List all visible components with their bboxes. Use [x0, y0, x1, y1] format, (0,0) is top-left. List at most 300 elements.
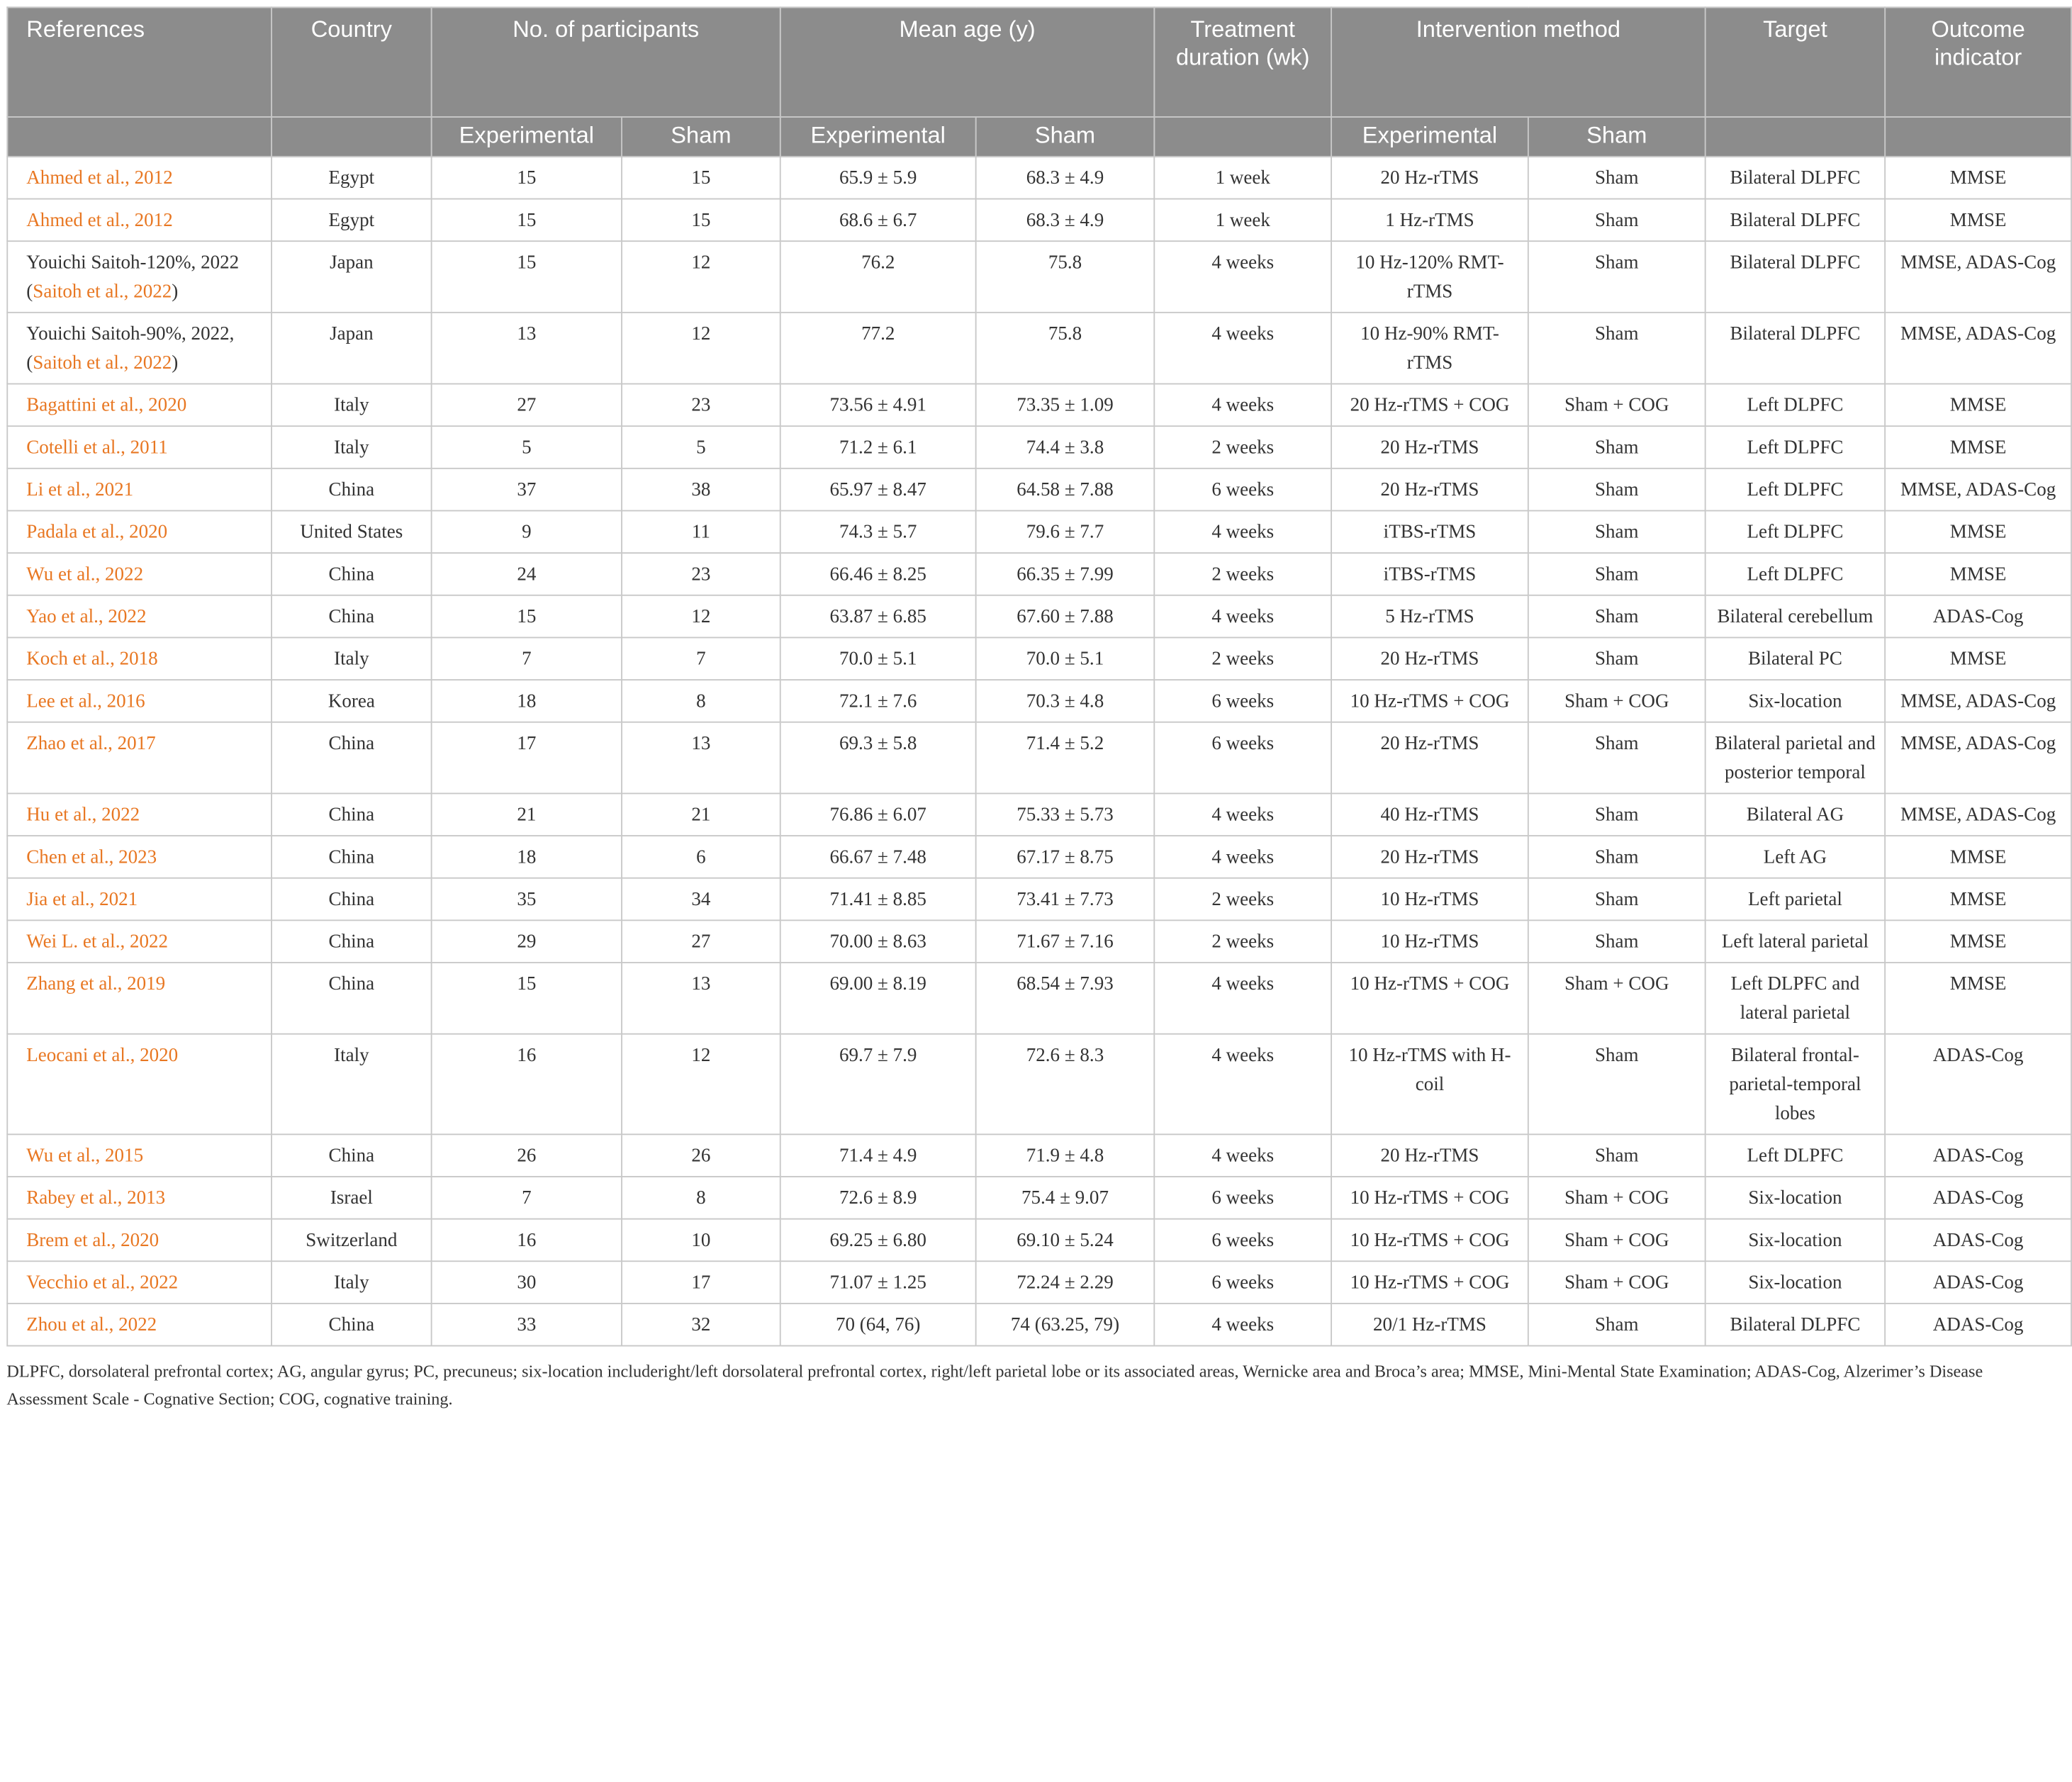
- reference-link[interactable]: Wu et al., 2022: [26, 564, 144, 585]
- reference-cell: [7, 793, 271, 836]
- reference-cell: [7, 384, 271, 427]
- participants-experimental-cell: 33: [432, 1304, 622, 1346]
- reference-cell: [7, 920, 271, 963]
- table-row: [7, 1219, 2071, 1262]
- intervention-experimental-cell: 10 Hz-rTMS: [1331, 878, 1528, 921]
- country-cell: Italy: [271, 637, 432, 680]
- table-row: [7, 722, 2071, 794]
- age-experimental-cell: 69.3 ± 5.8: [780, 722, 976, 794]
- age-sham-cell: 64.58 ± 7.88: [976, 469, 1155, 511]
- intervention-sham-cell: Sham: [1528, 157, 1706, 199]
- age-sham-cell: 71.4 ± 5.2: [976, 722, 1155, 794]
- intervention-sham-cell: Sham: [1528, 793, 1706, 836]
- participants-sham-cell: 12: [622, 241, 780, 313]
- age-experimental-cell: 72.6 ± 8.9: [780, 1177, 976, 1219]
- intervention-sham-cell: Sham: [1528, 199, 1706, 242]
- duration-cell: 4 weeks: [1154, 1304, 1331, 1346]
- participants-sham-cell: 26: [622, 1134, 780, 1177]
- participants-experimental-cell: 15: [432, 241, 622, 313]
- duration-cell: 4 weeks: [1154, 1034, 1331, 1135]
- country-cell: China: [271, 722, 432, 794]
- participants-sham-cell: 23: [622, 553, 780, 595]
- reference-link[interactable]: Wu et al., 2015: [26, 1145, 144, 1167]
- intervention-sham-cell: Sham: [1528, 836, 1706, 878]
- participants-sham-cell: 27: [622, 920, 780, 963]
- participants-experimental-cell: 15: [432, 963, 622, 1034]
- table-row: [7, 241, 2071, 313]
- header-target: Target: [1706, 7, 1886, 117]
- reference-cell: [7, 469, 271, 511]
- age-experimental-cell: 66.67 ± 7.48: [780, 836, 976, 878]
- reference-link[interactable]: Cotelli et al., 2011: [26, 437, 168, 459]
- intervention-sham-cell: Sham: [1528, 722, 1706, 794]
- country-cell: China: [271, 469, 432, 511]
- participants-sham-cell: 34: [622, 878, 780, 921]
- header-participants: No. of participants: [432, 7, 780, 117]
- intervention-sham-cell: Sham + COG: [1528, 963, 1706, 1034]
- intervention-sham-cell: Sham: [1528, 1304, 1706, 1346]
- reference-cell: [7, 963, 271, 1034]
- outcome-cell: MMSE: [1885, 920, 2071, 963]
- age-experimental-cell: 74.3 ± 5.7: [780, 510, 976, 553]
- age-sham-cell: 67.60 ± 7.88: [976, 595, 1155, 638]
- reference-cell: [7, 637, 271, 680]
- target-cell: Bilateral DLPFC: [1706, 1304, 1886, 1346]
- reference-cell: [7, 1134, 271, 1177]
- participants-sham-cell: 13: [622, 963, 780, 1034]
- country-cell: Italy: [271, 384, 432, 427]
- country-cell: Switzerland: [271, 1219, 432, 1262]
- participants-experimental-cell: 15: [432, 157, 622, 199]
- table-row: [7, 1177, 2071, 1219]
- participants-sham-cell: 10: [622, 1219, 780, 1262]
- table-footnote: DLPFC, dorsolateral prefrontal cortex; AG, angular gyrus; PC, precuneus; six-location includeright/left dorsolateral prefrontal cortex, right/left parietal lobe or its associated areas, Wernicke area and Broca’s area; MMSE, Mini-Mental State Examination; ADAS-Cog, Alzerimer’s Disease Assessment Scale - Cognative Section; COG, cognative training.: [6, 1361, 1983, 1409]
- reference-link[interactable]: Yao et al., 2022: [26, 606, 147, 628]
- participants-sham-cell: 12: [622, 313, 780, 384]
- age-sham-cell: 73.41 ± 7.73: [976, 878, 1155, 921]
- age-experimental-cell: 70 (64, 76): [780, 1304, 976, 1346]
- country-cell: Korea: [271, 680, 432, 722]
- country-cell: Italy: [271, 1261, 432, 1304]
- country-cell: Italy: [271, 426, 432, 469]
- intervention-sham-cell: Sham: [1528, 469, 1706, 511]
- target-cell: Left DLPFC: [1706, 1134, 1886, 1177]
- reference-link[interactable]: Zhao et al., 2017: [26, 733, 156, 755]
- participants-experimental-cell: 24: [432, 553, 622, 595]
- participants-experimental-cell: 27: [432, 384, 622, 427]
- reference-cell: [7, 1034, 271, 1135]
- intervention-experimental-cell: 20 Hz-rTMS: [1331, 469, 1528, 511]
- outcome-cell: MMSE: [1885, 963, 2071, 1034]
- age-experimental-cell: 71.2 ± 6.1: [780, 426, 976, 469]
- intervention-experimental-cell: 20 Hz-rTMS: [1331, 426, 1528, 469]
- age-experimental-cell: 65.9 ± 5.9: [780, 157, 976, 199]
- table-body: [7, 157, 2071, 1346]
- intervention-experimental-cell: 10 Hz-rTMS + COG: [1331, 1177, 1528, 1219]
- country-cell: China: [271, 553, 432, 595]
- intervention-sham-cell: Sham: [1528, 510, 1706, 553]
- age-sham-cell: 68.3 ± 4.9: [976, 199, 1155, 242]
- participants-experimental-cell: 15: [432, 595, 622, 638]
- reference-link[interactable]: Hu et al., 2022: [26, 805, 140, 826]
- intervention-sham-cell: Sham: [1528, 637, 1706, 680]
- participants-experimental-cell: 18: [432, 836, 622, 878]
- participants-experimental-cell: 30: [432, 1261, 622, 1304]
- reference-cell: [7, 595, 271, 638]
- age-experimental-cell: 69.00 ± 8.19: [780, 963, 976, 1034]
- participants-experimental-cell: 17: [432, 722, 622, 794]
- reference-link[interactable]: Li et al., 2021: [26, 479, 134, 501]
- header-row-sub: [7, 117, 2071, 157]
- table-row: [7, 469, 2071, 511]
- duration-cell: 4 weeks: [1154, 1134, 1331, 1177]
- intervention-sham-cell: Sham: [1528, 878, 1706, 921]
- intervention-sham-cell: Sham: [1528, 241, 1706, 313]
- reference-link[interactable]: Leocani et al., 2020: [26, 1045, 179, 1067]
- age-sham-cell: 69.10 ± 5.24: [976, 1219, 1155, 1262]
- table-row: [7, 836, 2071, 878]
- duration-cell: 1 week: [1154, 199, 1331, 242]
- reference-link[interactable]: Zhou et al., 2022: [26, 1314, 157, 1336]
- participants-sham-cell: 38: [622, 469, 780, 511]
- intervention-experimental-cell: 10 Hz-90% RMT-rTMS: [1331, 313, 1528, 384]
- outcome-cell: MMSE: [1885, 637, 2071, 680]
- participants-sham-cell: 8: [622, 1177, 780, 1219]
- reference-cell: [7, 878, 271, 921]
- duration-cell: 4 weeks: [1154, 384, 1331, 427]
- table-row: [7, 510, 2071, 553]
- header-mean-age: Mean age (y): [780, 7, 1155, 117]
- table-row: [7, 1261, 2071, 1304]
- country-cell: China: [271, 1134, 432, 1177]
- subheader-participants-sham: Sham: [622, 117, 780, 157]
- country-cell: Japan: [271, 241, 432, 313]
- age-sham-cell: 67.17 ± 8.75: [976, 836, 1155, 878]
- age-sham-cell: 75.33 ± 5.73: [976, 793, 1155, 836]
- intervention-sham-cell: Sham: [1528, 1034, 1706, 1135]
- table-row: [7, 1134, 2071, 1177]
- table-row: [7, 553, 2071, 595]
- outcome-cell: MMSE, ADAS-Cog: [1885, 241, 2071, 313]
- reference-link[interactable]: Wei L. et al., 2022: [26, 931, 169, 953]
- target-cell: Six-location: [1706, 1219, 1886, 1262]
- age-sham-cell: 72.24 ± 2.29: [976, 1261, 1155, 1304]
- target-cell: Six-location: [1706, 1261, 1886, 1304]
- reference-cell: [7, 1219, 271, 1262]
- age-experimental-cell: 70.00 ± 8.63: [780, 920, 976, 963]
- target-cell: Six-location: [1706, 1177, 1886, 1219]
- reference-cell: [7, 1261, 271, 1304]
- header-row-main: [7, 7, 2071, 117]
- participants-sham-cell: 15: [622, 199, 780, 242]
- table-row: [7, 963, 2071, 1034]
- country-cell: China: [271, 595, 432, 638]
- subheader-age-experimental: Experimental: [780, 117, 976, 157]
- reference-cell: [7, 157, 271, 199]
- intervention-sham-cell: Sham: [1528, 1134, 1706, 1177]
- country-cell: China: [271, 878, 432, 921]
- participants-sham-cell: 11: [622, 510, 780, 553]
- target-cell: Bilateral frontal-parietal-temporal lobes: [1706, 1034, 1886, 1135]
- duration-cell: 2 weeks: [1154, 637, 1331, 680]
- reference-cell: [7, 426, 271, 469]
- outcome-cell: MMSE, ADAS-Cog: [1885, 722, 2071, 794]
- reference-link[interactable]: Bagattini et al., 2020: [26, 395, 187, 417]
- outcome-cell: MMSE: [1885, 384, 2071, 427]
- intervention-experimental-cell: 20 Hz-rTMS: [1331, 157, 1528, 199]
- reference-link[interactable]: Vecchio et al., 2022: [26, 1272, 179, 1294]
- duration-cell: 6 weeks: [1154, 1261, 1331, 1304]
- intervention-sham-cell: Sham + COG: [1528, 680, 1706, 722]
- intervention-experimental-cell: 20 Hz-rTMS: [1331, 722, 1528, 794]
- reference-link[interactable]: Chen et al., 2023: [26, 846, 157, 868]
- age-sham-cell: 68.54 ± 7.93: [976, 963, 1155, 1034]
- outcome-cell: ADAS-Cog: [1885, 1177, 2071, 1219]
- outcome-cell: MMSE: [1885, 553, 2071, 595]
- intervention-sham-cell: Sham + COG: [1528, 1177, 1706, 1219]
- reference-link[interactable]: Ahmed et al., 2012: [26, 167, 173, 189]
- subheader-empty: [1706, 117, 1886, 157]
- age-experimental-cell: 69.7 ± 7.9: [780, 1034, 976, 1135]
- outcome-cell: ADAS-Cog: [1885, 1219, 2071, 1262]
- participants-experimental-cell: 26: [432, 1134, 622, 1177]
- age-experimental-cell: 66.46 ± 8.25: [780, 553, 976, 595]
- duration-cell: 6 weeks: [1154, 680, 1331, 722]
- target-cell: Left parietal: [1706, 878, 1886, 921]
- table-row: [7, 313, 2071, 384]
- intervention-experimental-cell: 10 Hz-120% RMT-rTMS: [1331, 241, 1528, 313]
- age-experimental-cell: 71.4 ± 4.9: [780, 1134, 976, 1177]
- intervention-sham-cell: Sham: [1528, 920, 1706, 963]
- duration-cell: 6 weeks: [1154, 469, 1331, 511]
- reference-link[interactable]: Padala et al., 2020: [26, 522, 168, 544]
- intervention-experimental-cell: 10 Hz-rTMS + COG: [1331, 963, 1528, 1034]
- participants-experimental-cell: 16: [432, 1034, 622, 1135]
- outcome-cell: ADAS-Cog: [1885, 1134, 2071, 1177]
- age-experimental-cell: 70.0 ± 5.1: [780, 637, 976, 680]
- participants-experimental-cell: 9: [432, 510, 622, 553]
- reference-link[interactable]: Koch et al., 2018: [26, 649, 158, 671]
- intervention-experimental-cell: 1 Hz-rTMS: [1331, 199, 1528, 242]
- subheader-intervention-experimental: Experimental: [1331, 117, 1528, 157]
- duration-cell: 6 weeks: [1154, 1219, 1331, 1262]
- age-experimental-cell: 63.87 ± 6.85: [780, 595, 976, 638]
- age-experimental-cell: 69.25 ± 6.80: [780, 1219, 976, 1262]
- outcome-cell: MMSE: [1885, 510, 2071, 553]
- reference-cell: [7, 680, 271, 722]
- outcome-cell: ADAS-Cog: [1885, 1304, 2071, 1346]
- reference-cell: [7, 553, 271, 595]
- header-duration: Treatment duration (wk): [1154, 7, 1331, 117]
- participants-experimental-cell: 29: [432, 920, 622, 963]
- intervention-experimental-cell: 20 Hz-rTMS: [1331, 1134, 1528, 1177]
- participants-experimental-cell: 21: [432, 793, 622, 836]
- intervention-experimental-cell: 10 Hz-rTMS with H-coil: [1331, 1034, 1528, 1135]
- reference-link[interactable]: Saitoh et al., 2022: [33, 352, 172, 374]
- country-cell: United States: [271, 510, 432, 553]
- duration-cell: 2 weeks: [1154, 920, 1331, 963]
- intervention-experimental-cell: 5 Hz-rTMS: [1331, 595, 1528, 638]
- table-row: [7, 637, 2071, 680]
- table-row: [7, 680, 2071, 722]
- reference-text: Youichi Saitoh-120%, 2022: [26, 252, 240, 274]
- target-cell: Left DLPFC and lateral parietal: [1706, 963, 1886, 1034]
- target-cell: Bilateral DLPFC: [1706, 157, 1886, 199]
- outcome-cell: MMSE, ADAS-Cog: [1885, 793, 2071, 836]
- subheader-empty: [1154, 117, 1331, 157]
- participants-experimental-cell: 16: [432, 1219, 622, 1262]
- reference-text: Youichi Saitoh-90%, 2022,: [26, 323, 235, 345]
- participants-experimental-cell: 7: [432, 637, 622, 680]
- target-cell: Bilateral PC: [1706, 637, 1886, 680]
- age-sham-cell: 74 (63.25, 79): [976, 1304, 1155, 1346]
- reference-cell: [7, 836, 271, 878]
- outcome-cell: ADAS-Cog: [1885, 595, 2071, 638]
- reference-cell: [7, 241, 271, 313]
- duration-cell: 2 weeks: [1154, 878, 1331, 921]
- intervention-experimental-cell: 20 Hz-rTMS + COG: [1331, 384, 1528, 427]
- reference-cell: [7, 1177, 271, 1219]
- table-row: [7, 157, 2071, 199]
- duration-cell: 4 weeks: [1154, 510, 1331, 553]
- studies-table: [6, 6, 2072, 1346]
- table-row: [7, 426, 2071, 469]
- age-sham-cell: 71.67 ± 7.16: [976, 920, 1155, 963]
- age-sham-cell: 75.4 ± 9.07: [976, 1177, 1155, 1219]
- age-sham-cell: 70.3 ± 4.8: [976, 680, 1155, 722]
- age-experimental-cell: 76.2: [780, 241, 976, 313]
- target-cell: Bilateral parietal and posterior temporal: [1706, 722, 1886, 794]
- duration-cell: 4 weeks: [1154, 963, 1331, 1034]
- target-cell: Bilateral AG: [1706, 793, 1886, 836]
- participants-experimental-cell: 37: [432, 469, 622, 511]
- duration-cell: 2 weeks: [1154, 553, 1331, 595]
- participants-sham-cell: 23: [622, 384, 780, 427]
- participants-sham-cell: 15: [622, 157, 780, 199]
- header-outcome: Outcome indicator: [1885, 7, 2071, 117]
- target-cell: Left DLPFC: [1706, 426, 1886, 469]
- age-sham-cell: 68.3 ± 4.9: [976, 157, 1155, 199]
- duration-cell: 1 week: [1154, 157, 1331, 199]
- intervention-experimental-cell: 10 Hz-rTMS: [1331, 920, 1528, 963]
- reference-link[interactable]: Rabey et al., 2013: [26, 1187, 166, 1209]
- subheader-empty: [7, 117, 271, 157]
- age-sham-cell: 73.35 ± 1.09: [976, 384, 1155, 427]
- age-experimental-cell: 72.1 ± 7.6: [780, 680, 976, 722]
- outcome-cell: MMSE, ADAS-Cog: [1885, 313, 2071, 384]
- target-cell: Left AG: [1706, 836, 1886, 878]
- age-sham-cell: 72.6 ± 8.3: [976, 1034, 1155, 1135]
- duration-cell: 6 weeks: [1154, 1177, 1331, 1219]
- reference-paren: ): [172, 281, 179, 303]
- age-sham-cell: 66.35 ± 7.99: [976, 553, 1155, 595]
- subheader-intervention-sham: Sham: [1528, 117, 1706, 157]
- age-sham-cell: 74.4 ± 3.8: [976, 426, 1155, 469]
- intervention-experimental-cell: 20 Hz-rTMS: [1331, 637, 1528, 680]
- outcome-cell: MMSE: [1885, 878, 2071, 921]
- age-sham-cell: 79.6 ± 7.7: [976, 510, 1155, 553]
- reference-link[interactable]: Lee et al., 2016: [26, 690, 145, 712]
- reference-cell: [7, 722, 271, 794]
- country-cell: China: [271, 1304, 432, 1346]
- reference-link[interactable]: Ahmed et al., 2012: [26, 210, 173, 232]
- reference-link[interactable]: Brem et al., 2020: [26, 1230, 159, 1252]
- participants-experimental-cell: 5: [432, 426, 622, 469]
- intervention-experimental-cell: 10 Hz-rTMS + COG: [1331, 1219, 1528, 1262]
- outcome-cell: MMSE, ADAS-Cog: [1885, 680, 2071, 722]
- reference-cell: [7, 199, 271, 242]
- target-cell: Bilateral cerebellum: [1706, 595, 1886, 638]
- participants-experimental-cell: 35: [432, 878, 622, 921]
- target-cell: Left DLPFC: [1706, 553, 1886, 595]
- intervention-sham-cell: Sham: [1528, 426, 1706, 469]
- duration-cell: 4 weeks: [1154, 793, 1331, 836]
- duration-cell: 4 weeks: [1154, 595, 1331, 638]
- participants-experimental-cell: 7: [432, 1177, 622, 1219]
- table-row: [7, 199, 2071, 242]
- reference-link[interactable]: Jia et al., 2021: [26, 889, 138, 911]
- age-experimental-cell: 76.86 ± 6.07: [780, 793, 976, 836]
- intervention-experimental-cell: 10 Hz-rTMS + COG: [1331, 1261, 1528, 1304]
- target-cell: Left DLPFC: [1706, 384, 1886, 427]
- age-sham-cell: 70.0 ± 5.1: [976, 637, 1155, 680]
- age-sham-cell: 75.8: [976, 313, 1155, 384]
- country-cell: China: [271, 920, 432, 963]
- intervention-sham-cell: Sham + COG: [1528, 1219, 1706, 1262]
- age-experimental-cell: 71.41 ± 8.85: [780, 878, 976, 921]
- age-sham-cell: 75.8: [976, 241, 1155, 313]
- outcome-cell: MMSE: [1885, 199, 2071, 242]
- age-experimental-cell: 77.2: [780, 313, 976, 384]
- duration-cell: 4 weeks: [1154, 313, 1331, 384]
- header-country: Country: [271, 7, 432, 117]
- duration-cell: 4 weeks: [1154, 836, 1331, 878]
- participants-sham-cell: 5: [622, 426, 780, 469]
- table-row: [7, 595, 2071, 638]
- participants-experimental-cell: 15: [432, 199, 622, 242]
- target-cell: Bilateral DLPFC: [1706, 199, 1886, 242]
- reference-cell: [7, 1304, 271, 1346]
- duration-cell: 6 weeks: [1154, 722, 1331, 794]
- participants-experimental-cell: 13: [432, 313, 622, 384]
- table-row: [7, 1034, 2071, 1135]
- header-intervention: Intervention method: [1331, 7, 1706, 117]
- table-row: [7, 384, 2071, 427]
- reference-cell: [7, 510, 271, 553]
- country-cell: Israel: [271, 1177, 432, 1219]
- duration-cell: 4 weeks: [1154, 241, 1331, 313]
- country-cell: Japan: [271, 313, 432, 384]
- participants-sham-cell: 13: [622, 722, 780, 794]
- age-experimental-cell: 65.97 ± 8.47: [780, 469, 976, 511]
- participants-sham-cell: 17: [622, 1261, 780, 1304]
- target-cell: Left lateral parietal: [1706, 920, 1886, 963]
- target-cell: Bilateral DLPFC: [1706, 313, 1886, 384]
- header-references: References: [7, 7, 271, 117]
- outcome-cell: MMSE: [1885, 426, 2071, 469]
- reference-link[interactable]: Saitoh et al., 2022: [33, 281, 172, 303]
- target-cell: Bilateral DLPFC: [1706, 241, 1886, 313]
- reference-paren: ): [172, 352, 179, 374]
- intervention-experimental-cell: 20/1 Hz-rTMS: [1331, 1304, 1528, 1346]
- country-cell: Italy: [271, 1034, 432, 1135]
- country-cell: China: [271, 793, 432, 836]
- duration-cell: 2 weeks: [1154, 426, 1331, 469]
- outcome-cell: MMSE: [1885, 836, 2071, 878]
- table-row: [7, 793, 2071, 836]
- reference-link[interactable]: Zhang et al., 2019: [26, 973, 166, 995]
- intervention-experimental-cell: 20 Hz-rTMS: [1331, 836, 1528, 878]
